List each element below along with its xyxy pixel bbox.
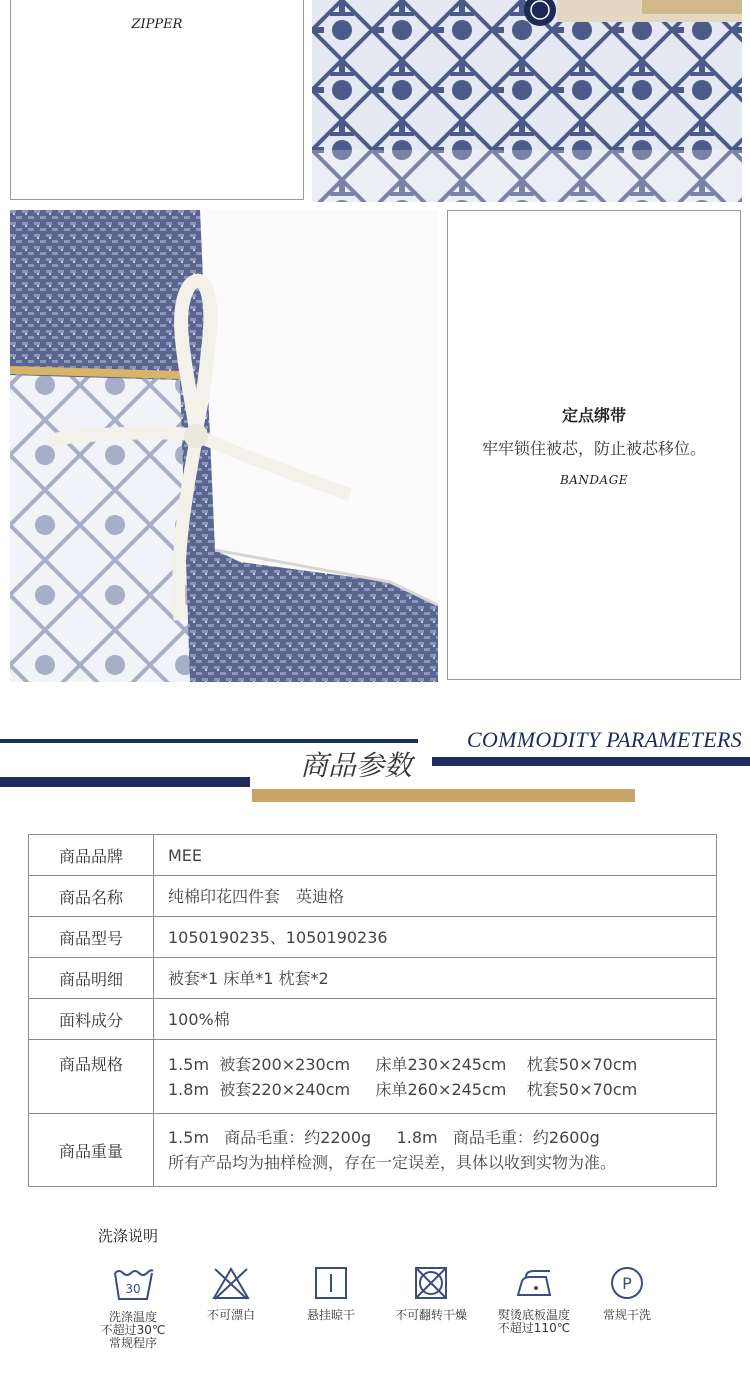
header-rule-top <box>0 739 418 743</box>
care-label-line: 熨烫底板温度 <box>497 1308 570 1322</box>
wash-temp-badge: 30 <box>125 1282 141 1296</box>
param-value <box>154 835 717 876</box>
table-row <box>29 958 717 999</box>
param-key: 商品型号 <box>29 917 154 958</box>
param-value <box>154 999 717 1040</box>
zipper-panel <box>10 0 304 200</box>
dry-clean-badge: P <box>622 1274 632 1293</box>
care-label <box>386 1309 476 1322</box>
care-item-line-dry <box>286 1265 376 1322</box>
care-label-line: 不可漂白 <box>206 1308 255 1322</box>
care-item-no-bleach <box>186 1265 276 1322</box>
table-row <box>29 999 717 1040</box>
section-title-zh: 商品参数 <box>300 749 413 782</box>
care-label <box>286 1309 376 1322</box>
care-label <box>582 1309 672 1322</box>
param-value <box>154 958 717 999</box>
param-value <box>154 917 717 958</box>
care-item-wash <box>88 1265 178 1350</box>
param-value <box>154 1040 717 1114</box>
no-tumble-dry-icon <box>411 1265 451 1301</box>
param-line: 所有产品均为抽样检测，存在一定误差，具体以收到实物为准。 <box>168 1153 617 1172</box>
bandage-title: 定点绑带 <box>561 406 626 425</box>
no-bleach-icon <box>211 1265 251 1301</box>
header-bar-gold <box>252 789 635 802</box>
param-line: 1050190235、1050190236 <box>168 927 388 947</box>
param-key: 面料成分 <box>29 999 154 1040</box>
param-key: 商品名称 <box>29 876 154 917</box>
header-bar-navy-left <box>0 777 250 787</box>
care-item-no-tumble-dry <box>386 1265 476 1322</box>
dry-clean-p-icon <box>607 1265 647 1301</box>
line-dry-icon <box>311 1265 351 1301</box>
header-bar-navy-right <box>432 757 750 766</box>
iron-low-icon <box>512 1265 556 1301</box>
param-key: 商品品牌 <box>29 835 154 876</box>
care-label-line: 常规程序 <box>108 1336 157 1350</box>
param-line: 1.5m 商品毛重：约2200g 1.8m 商品毛重：约2600g <box>168 1128 600 1147</box>
param-line: 100%棉 <box>168 1009 230 1029</box>
param-value <box>154 1114 717 1187</box>
wash-instructions-title: 洗涤说明 <box>98 1227 159 1245</box>
param-line: 1.8m 被套220×240cm 床单260×245cm 枕套50×70cm <box>168 1079 638 1099</box>
care-label-line: 不超过30℃ <box>100 1323 166 1337</box>
table-row <box>29 835 717 876</box>
param-value <box>154 876 717 917</box>
table-row <box>29 876 717 917</box>
wash-30-icon <box>111 1265 155 1303</box>
table-row <box>29 1114 717 1187</box>
bandage-info-panel <box>447 210 741 680</box>
param-key: 商品规格 <box>29 1040 154 1114</box>
parameters-table <box>28 834 717 1187</box>
param-line: MEE <box>168 845 203 865</box>
param-line: 1.5m 被套200×230cm 床单230×245cm 枕套50×70cm <box>168 1054 638 1074</box>
zipper-label: ZIPPER <box>131 17 183 32</box>
care-label <box>88 1311 178 1350</box>
care-label-line: 不可翻转干燥 <box>394 1308 467 1322</box>
care-label-line: 不超过110℃ <box>497 1321 571 1335</box>
bandage-detail-photo <box>10 210 438 682</box>
bandage-label: BANDAGE <box>559 473 629 487</box>
zipper-detail-photo <box>312 0 742 202</box>
param-key: 商品明细 <box>29 958 154 999</box>
care-label-line: 悬挂晾干 <box>306 1308 355 1322</box>
care-label-line: 常规干洗 <box>602 1308 651 1322</box>
param-line: 纯棉印花四件套 英迪格 <box>168 886 345 906</box>
table-row <box>29 1040 717 1114</box>
care-label <box>186 1309 276 1322</box>
bandage-description: 牢牢锁住被芯，防止被芯移位。 <box>481 439 706 458</box>
care-item-iron <box>489 1265 579 1335</box>
param-key: 商品重量 <box>29 1114 154 1187</box>
table-row <box>29 917 717 958</box>
care-label <box>489 1309 579 1335</box>
care-label-line: 洗涤温度 <box>108 1310 157 1324</box>
section-title-en: COMMODITY PARAMETERS <box>466 727 742 752</box>
care-item-dry-clean <box>582 1265 672 1322</box>
param-line: 被套*1 床单*1 枕套*2 <box>168 968 329 988</box>
